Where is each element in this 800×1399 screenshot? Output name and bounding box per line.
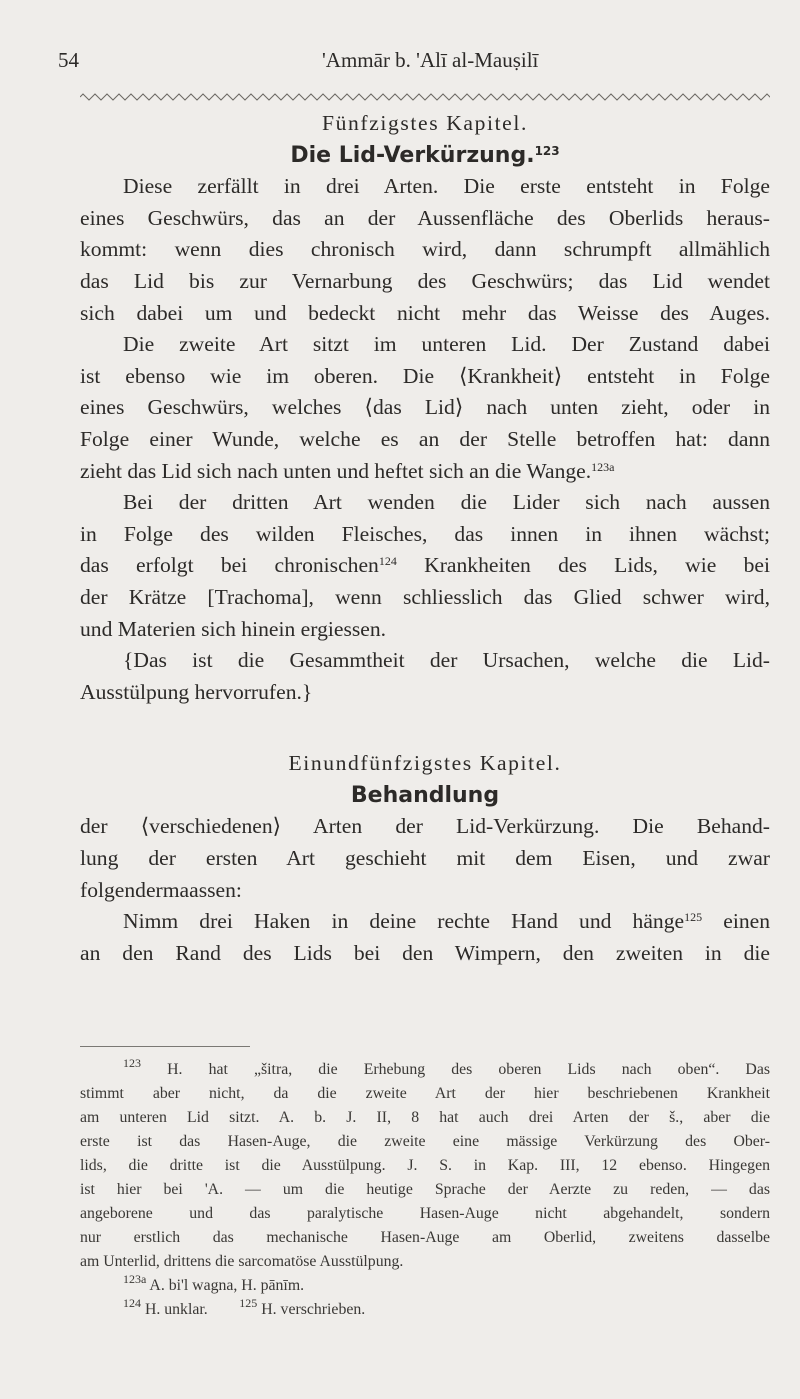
text-line: Die zweite Art sitzt im unteren Lid. Der Zustand dabei [123, 332, 770, 357]
footnote-line: $^{123}$ H. hat „šitra, die Erhebung des oberen Lids nach oben“. Das [123, 1055, 770, 1078]
text-line: Folge einer Wunde, welche es an der Stelle betroffen hat: dann [80, 426, 770, 451]
text-line: sich dabei um und bedeckt nicht mehr das Weisse des Auges. [80, 300, 770, 325]
footnote-line: am Unterlid, drittens die sarcomatöse Ausstülpung. [80, 1253, 404, 1270]
footnote-line: ist hier bei 'A. — um die heutige Sprache der Aerzte zu reden, — das [80, 1181, 770, 1198]
footnote-rule [80, 1046, 250, 1047]
text-line: der ⟨verschiedenen⟩ Arten der Lid-Verkürzung. Die Behand- [80, 814, 770, 839]
text-line: folgendermaassen: [80, 877, 242, 902]
text-line: eines Geschwürs, welches ⟨das Lid⟩ nach unten zieht, oder in [80, 395, 770, 420]
footnote-line: erste ist das Hasen-Auge, die zweite eine mässige Verkürzung des Ober- [80, 1133, 770, 1150]
text-line: an den Rand des Lids bei den Wimpern, den zweiten in die [80, 940, 770, 965]
page-header [58, 48, 748, 88]
footnote-line: angeborene und das paralytische Hasen-Auge nicht abgehandelt, sondern [80, 1205, 770, 1222]
footnote-line: am unteren Lid sitzt. A. b. J. II, 8 hat auch drei Arten der š., aber die [80, 1109, 770, 1126]
chapter-heading: Behandlung [350, 782, 500, 808]
text-line: Ausstülpung hervorrufen.} [80, 679, 313, 704]
footnote-mark: 123a [123, 1271, 147, 1286]
footnote-line: $^{123a}$ A. bi'l wagna, H. pānīm. [123, 1271, 305, 1294]
text-line: Diese zerfällt in drei Arten. Die erste entsteht in Folge [123, 174, 770, 199]
chapter-title: Fünfzigstes Kapitel. [322, 111, 528, 135]
chapter-heading: Die Lid-Verkürzung.$^{123}$ [290, 142, 560, 168]
footnote-ref-125: 125 [684, 910, 703, 925]
footnote-mark: 125 [239, 1295, 258, 1310]
footnote-line: lids, die dritte ist die Ausstülpung. J. S. in Kap. III, 12 ebenso. Hingegen [80, 1157, 770, 1174]
footnote-line: nur erstlich das mechanische Hasen-Auge am Oberlid, zweitens dasselbe [80, 1229, 770, 1246]
text-line: ist ebenso wie im oberen. Die ⟨Krankheit⟩ entsteht in Folge [80, 363, 770, 388]
footnote-ref-124: 124 [378, 554, 397, 569]
footnote-mark: 123 [123, 1055, 141, 1070]
text-line: das Lid bis zur Vernarbung des Geschwürs; das Lid wendet [80, 268, 770, 293]
chapter-title: Einundfünfzigstes Kapitel. [288, 751, 562, 776]
text-line: Nimm drei Haken in deine rechte Hand und hänge$^{125}$ einen [123, 909, 770, 934]
text-line: in Folge des wilden Fleisches, das innen in ihnen wächst; [80, 521, 770, 546]
text-line: und Materien sich hinein ergiessen. [80, 616, 387, 641]
ornamental-wavy-rule [80, 92, 770, 102]
footnote-line: $^{124}$ H. unklar. $^{125}$ H. verschrieben. [123, 1295, 366, 1318]
text-line: kommt: wenn dies chronisch wird, dann schrumpft allmählich [80, 237, 770, 262]
footnote-line: stimmt aber nicht, da die zweite Art der hier beschriebenen Krankheit [80, 1085, 770, 1102]
footnote-ref-123: 123 [534, 143, 560, 158]
main-text [80, 108, 770, 969]
running-title: 'Ammār b. 'Alī al-Mauṣilī [322, 48, 539, 72]
page-number: 54 [58, 48, 79, 72]
text-line: zieht das Lid sich nach unten und heftet sich an die Wange.$^{123a}$ [80, 458, 615, 483]
text-line: {Das ist die Gesammtheit der Ursachen, welche die Lid- [123, 648, 770, 673]
text-line: eines Geschwürs, das an der Aussenfläche des Oberlids heraus- [80, 205, 770, 230]
footnotes [80, 1055, 770, 1322]
text-line: der Krätze [Trachoma], wenn schliesslich das Glied schwer wird, [80, 584, 770, 609]
footnote-ref-123a: 123a [591, 459, 615, 474]
footnote-mark: 124 [123, 1295, 141, 1310]
text-line: lung der ersten Art geschieht mit dem Eisen, und zwar [80, 846, 770, 871]
text-line: das erfolgt bei chronischen$^{124}$ Krankheiten des Lids, wie bei [80, 553, 770, 578]
text-line: Bei der dritten Art wenden die Lider sich nach aussen [123, 490, 770, 515]
